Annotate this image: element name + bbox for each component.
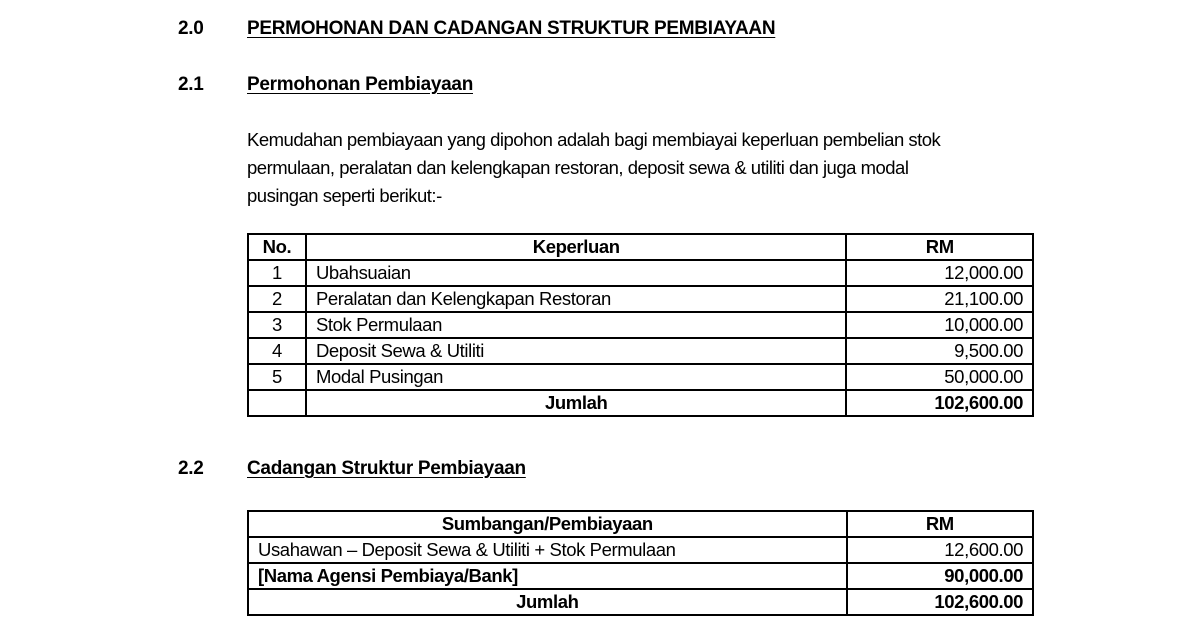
- paragraph-line: Kemudahan pembiayaan yang dipohon adalah bagi membiayai keperluan pembelian stok: [247, 129, 941, 150]
- total-empty-cell: [248, 390, 306, 416]
- section-2-0-title: PERMOHONAN DAN CADANGAN STRUKTUR PEMBIAYAAN: [247, 18, 776, 39]
- row-item: Modal Pusingan: [306, 364, 847, 390]
- paragraph-line: pusingan seperti berikut:-: [247, 185, 442, 206]
- section-2-1-number: 2.1: [178, 74, 204, 95]
- requirements-table: [247, 233, 1034, 417]
- total-label: Jumlah: [248, 589, 847, 615]
- row-amount: 90,000.00: [847, 563, 1033, 589]
- row-item: Deposit Sewa & Utiliti: [306, 338, 847, 364]
- header-no: No.: [248, 234, 306, 260]
- paragraph-line: permulaan, peralatan dan kelengkapan restoran, deposit sewa & utiliti dan juga modal: [247, 157, 909, 178]
- row-amount: 21,100.00: [846, 286, 1033, 312]
- total-amount: 102,600.00: [847, 589, 1033, 615]
- financing-structure-table: [247, 510, 1034, 616]
- total-label: Jumlah: [306, 390, 847, 416]
- table-row: [248, 312, 1033, 338]
- row-item: Stok Permulaan: [306, 312, 847, 338]
- row-amount: 12,600.00: [847, 537, 1033, 563]
- row-item: Ubahsuaian: [306, 260, 847, 286]
- section-2-1-paragraph: [247, 126, 1047, 210]
- table-row: [248, 260, 1033, 286]
- row-no: 2: [248, 286, 306, 312]
- section-2-2-title: Cadangan Struktur Pembiayaan: [247, 458, 526, 479]
- table-total-row: [248, 589, 1033, 615]
- header-rm: RM: [847, 511, 1033, 537]
- header-sumbangan: Sumbangan/Pembiayaan: [248, 511, 847, 537]
- row-amount: 10,000.00: [846, 312, 1033, 338]
- table-total-row: [248, 390, 1033, 416]
- row-no: 1: [248, 260, 306, 286]
- header-keperluan: Keperluan: [306, 234, 847, 260]
- row-source: [Nama Agensi Pembiaya/Bank]: [248, 563, 847, 589]
- section-2-0-number: 2.0: [178, 18, 204, 39]
- table-row: [248, 537, 1033, 563]
- table-row: [248, 338, 1033, 364]
- table-row: [248, 364, 1033, 390]
- table-row: [248, 286, 1033, 312]
- section-2-1-title: Permohonan Pembiayaan: [247, 74, 473, 95]
- row-item: Peralatan dan Kelengkapan Restoran: [306, 286, 847, 312]
- row-no: 4: [248, 338, 306, 364]
- row-no: 3: [248, 312, 306, 338]
- row-amount: 9,500.00: [846, 338, 1033, 364]
- table-header-row: [248, 511, 1033, 537]
- total-amount: 102,600.00: [846, 390, 1033, 416]
- table-header-row: [248, 234, 1033, 260]
- table-row: [248, 563, 1033, 589]
- row-source: Usahawan – Deposit Sewa & Utiliti + Stok Permulaan: [248, 537, 847, 563]
- row-amount: 50,000.00: [846, 364, 1033, 390]
- section-2-2-number: 2.2: [178, 458, 204, 479]
- header-rm: RM: [846, 234, 1033, 260]
- row-amount: 12,000.00: [846, 260, 1033, 286]
- row-no: 5: [248, 364, 306, 390]
